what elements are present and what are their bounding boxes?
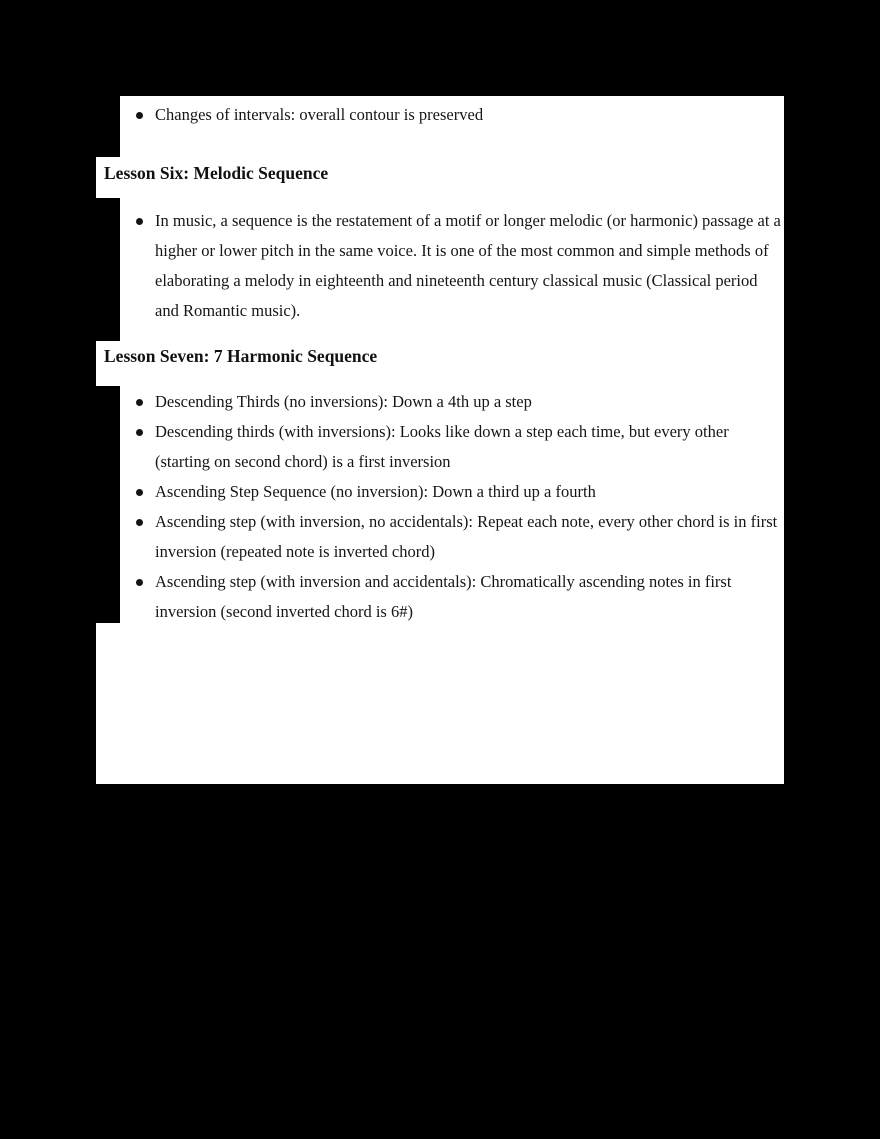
bullet-icon: [136, 399, 143, 406]
page-margin-mask-middle: [96, 198, 120, 341]
bullet-text: Changes of intervals: overall contour is preserved: [155, 105, 484, 124]
list-item: [96, 567, 784, 627]
list-item: [96, 417, 784, 477]
bullet-icon: [136, 112, 143, 119]
list-item: [96, 387, 784, 417]
section-heading-lesson-seven: Lesson Seven: 7 Harmonic Sequence: [104, 346, 378, 366]
document-page: [96, 96, 784, 784]
list-item: [96, 477, 784, 507]
page-margin-mask-top: [96, 96, 120, 157]
bullet-text: Descending Thirds (no inversions): Down a 4th up a step: [155, 392, 532, 411]
bullet-icon: [136, 429, 143, 436]
section-heading-lesson-six: Lesson Six: Melodic Sequence: [104, 163, 329, 183]
list-item: [96, 507, 784, 567]
bullet-icon: [136, 218, 143, 225]
bullet-icon: [136, 519, 143, 526]
list-item: [96, 100, 784, 130]
bullet-text: Ascending Step Sequence (no inversion): Down a third up a fourth: [155, 482, 596, 501]
bullet-text: Descending thirds (with inversions): Looks like down a step each time, but every other (starting on second chord) is a first inversion: [155, 422, 729, 471]
page-margin-mask-lower: [96, 386, 120, 623]
lesson-seven-bullet-list: [96, 387, 784, 627]
page-content: [96, 96, 784, 784]
lesson-six-bullet-list: [96, 206, 784, 326]
bullet-text: Ascending step (with inversion and accidentals): Chromatically ascending notes in first inversion (second inverted chord is 6#): [155, 572, 732, 621]
bullet-text: Ascending step (with inversion, no accidentals): Repeat each note, every other chord is in first inversion (repeated note is inverted chord): [155, 512, 778, 561]
bullet-icon: [136, 489, 143, 496]
bullet-icon: [136, 579, 143, 586]
intro-bullet-list: [96, 100, 784, 130]
list-item: [96, 206, 784, 326]
bullet-text: In music, a sequence is the restatement of a motif or longer melodic (or harmonic) passage at a higher or lower pitch in the same voice. It is one of the most common and simple methods of elaborating a melody in eighteenth and nineteenth century classical music (Classical period and Romantic music).: [155, 211, 781, 320]
